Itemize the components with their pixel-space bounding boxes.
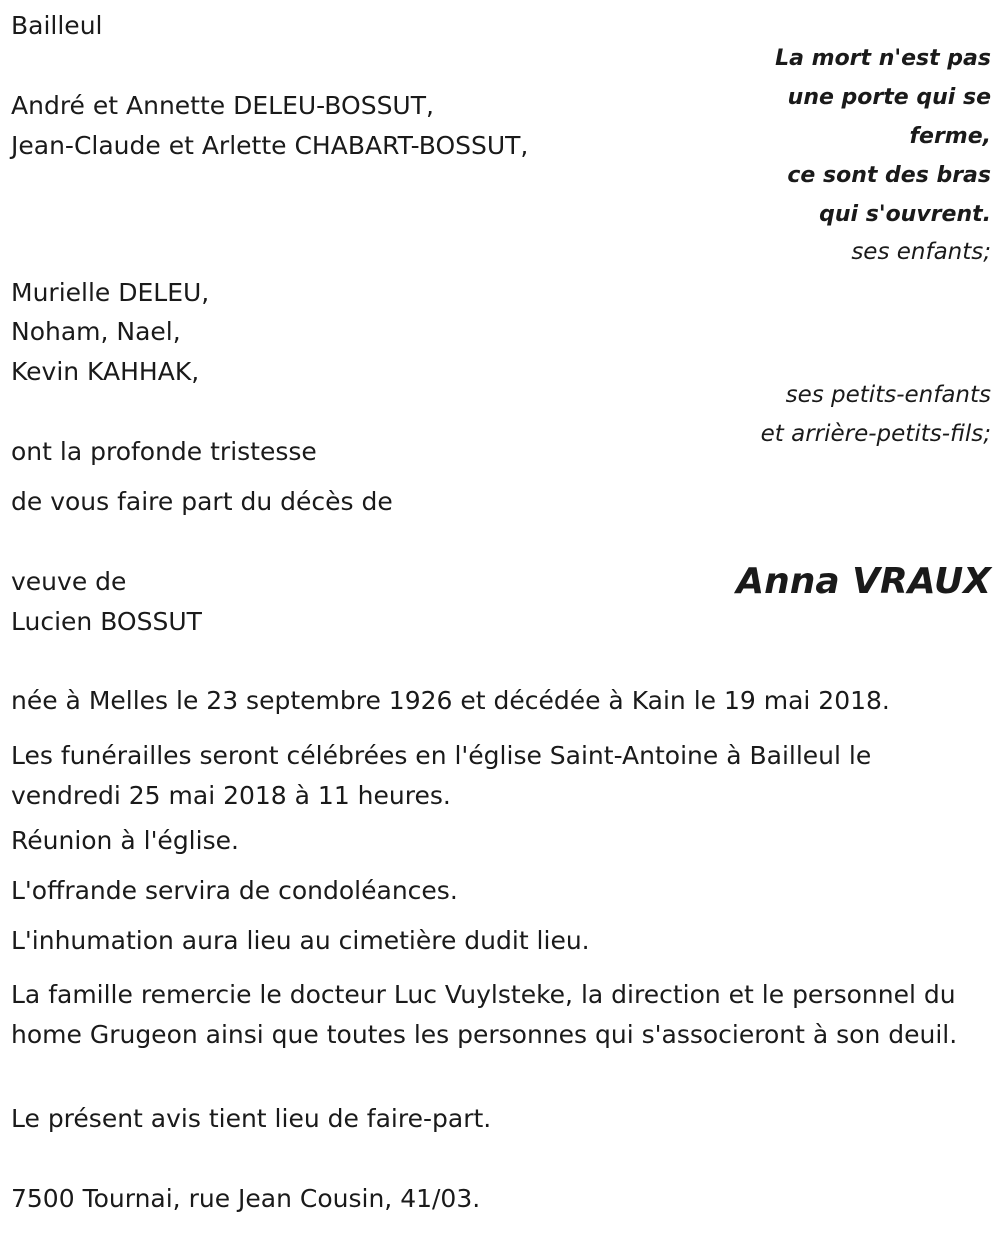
announcement-line: de vous faire part du décès de bbox=[11, 487, 393, 516]
quote-line: une porte qui se bbox=[787, 85, 991, 110]
quote-line: La mort n'est pas bbox=[775, 46, 991, 71]
address-line: 7500 Tournai, rue Jean Cousin, 41/03. bbox=[11, 1184, 481, 1213]
quote bbox=[731, 39, 991, 234]
thanks-paragraph: La famille remercie le docteur Luc Vuylsteke, la direction et le personnel du home Grugeon ainsi que toutes les personnes qui s'associeront à son deuil. bbox=[11, 980, 958, 1049]
grandchild-line: Murielle DELEU, bbox=[11, 278, 210, 307]
children-line: André et Annette DELEU-BOSSUT, bbox=[11, 91, 434, 120]
announcement-line: ont la profonde tristesse bbox=[11, 437, 317, 466]
burial-line: L'inhumation aura lieu au cimetière dudit lieu. bbox=[11, 926, 590, 955]
funeral-paragraph: Les funérailles seront célébrées en l'église Saint-Antoine à Bailleul le vendredi 25 mai 2018 à 11 heures. bbox=[11, 741, 872, 810]
grandchild-line: Kevin KAHHAK, bbox=[11, 357, 200, 386]
quote-line: ce sont des bras bbox=[787, 163, 991, 188]
spouse-name: Lucien BOSSUT bbox=[11, 607, 202, 636]
widow-of-label: veuve de bbox=[11, 567, 127, 596]
town-heading: Bailleul bbox=[11, 11, 103, 40]
quote-line: qui s'ouvrent. bbox=[819, 202, 991, 227]
grandchildren-role-line: et arrière-petits-fils; bbox=[760, 421, 991, 447]
grandchildren-role-line: ses petits-enfants bbox=[785, 382, 991, 408]
deceased-name: Anna VRAUX bbox=[736, 561, 991, 602]
birth-death-line: née à Melles le 23 septembre 1926 et décédée à Kain le 19 mai 2018. bbox=[11, 686, 890, 715]
grandchildren-role bbox=[761, 376, 991, 454]
meeting-line: Réunion à l'église. bbox=[11, 826, 239, 855]
offering-line: L'offrande servira de condoléances. bbox=[11, 876, 458, 905]
notice-line: Le présent avis tient lieu de faire-part. bbox=[11, 1104, 492, 1133]
quote-line: ferme, bbox=[909, 124, 991, 149]
children-line: Jean-Claude et Arlette CHABART-BOSSUT, bbox=[11, 131, 529, 160]
grandchild-line: Noham, Nael, bbox=[11, 317, 181, 346]
children-role: ses enfants; bbox=[851, 239, 991, 265]
